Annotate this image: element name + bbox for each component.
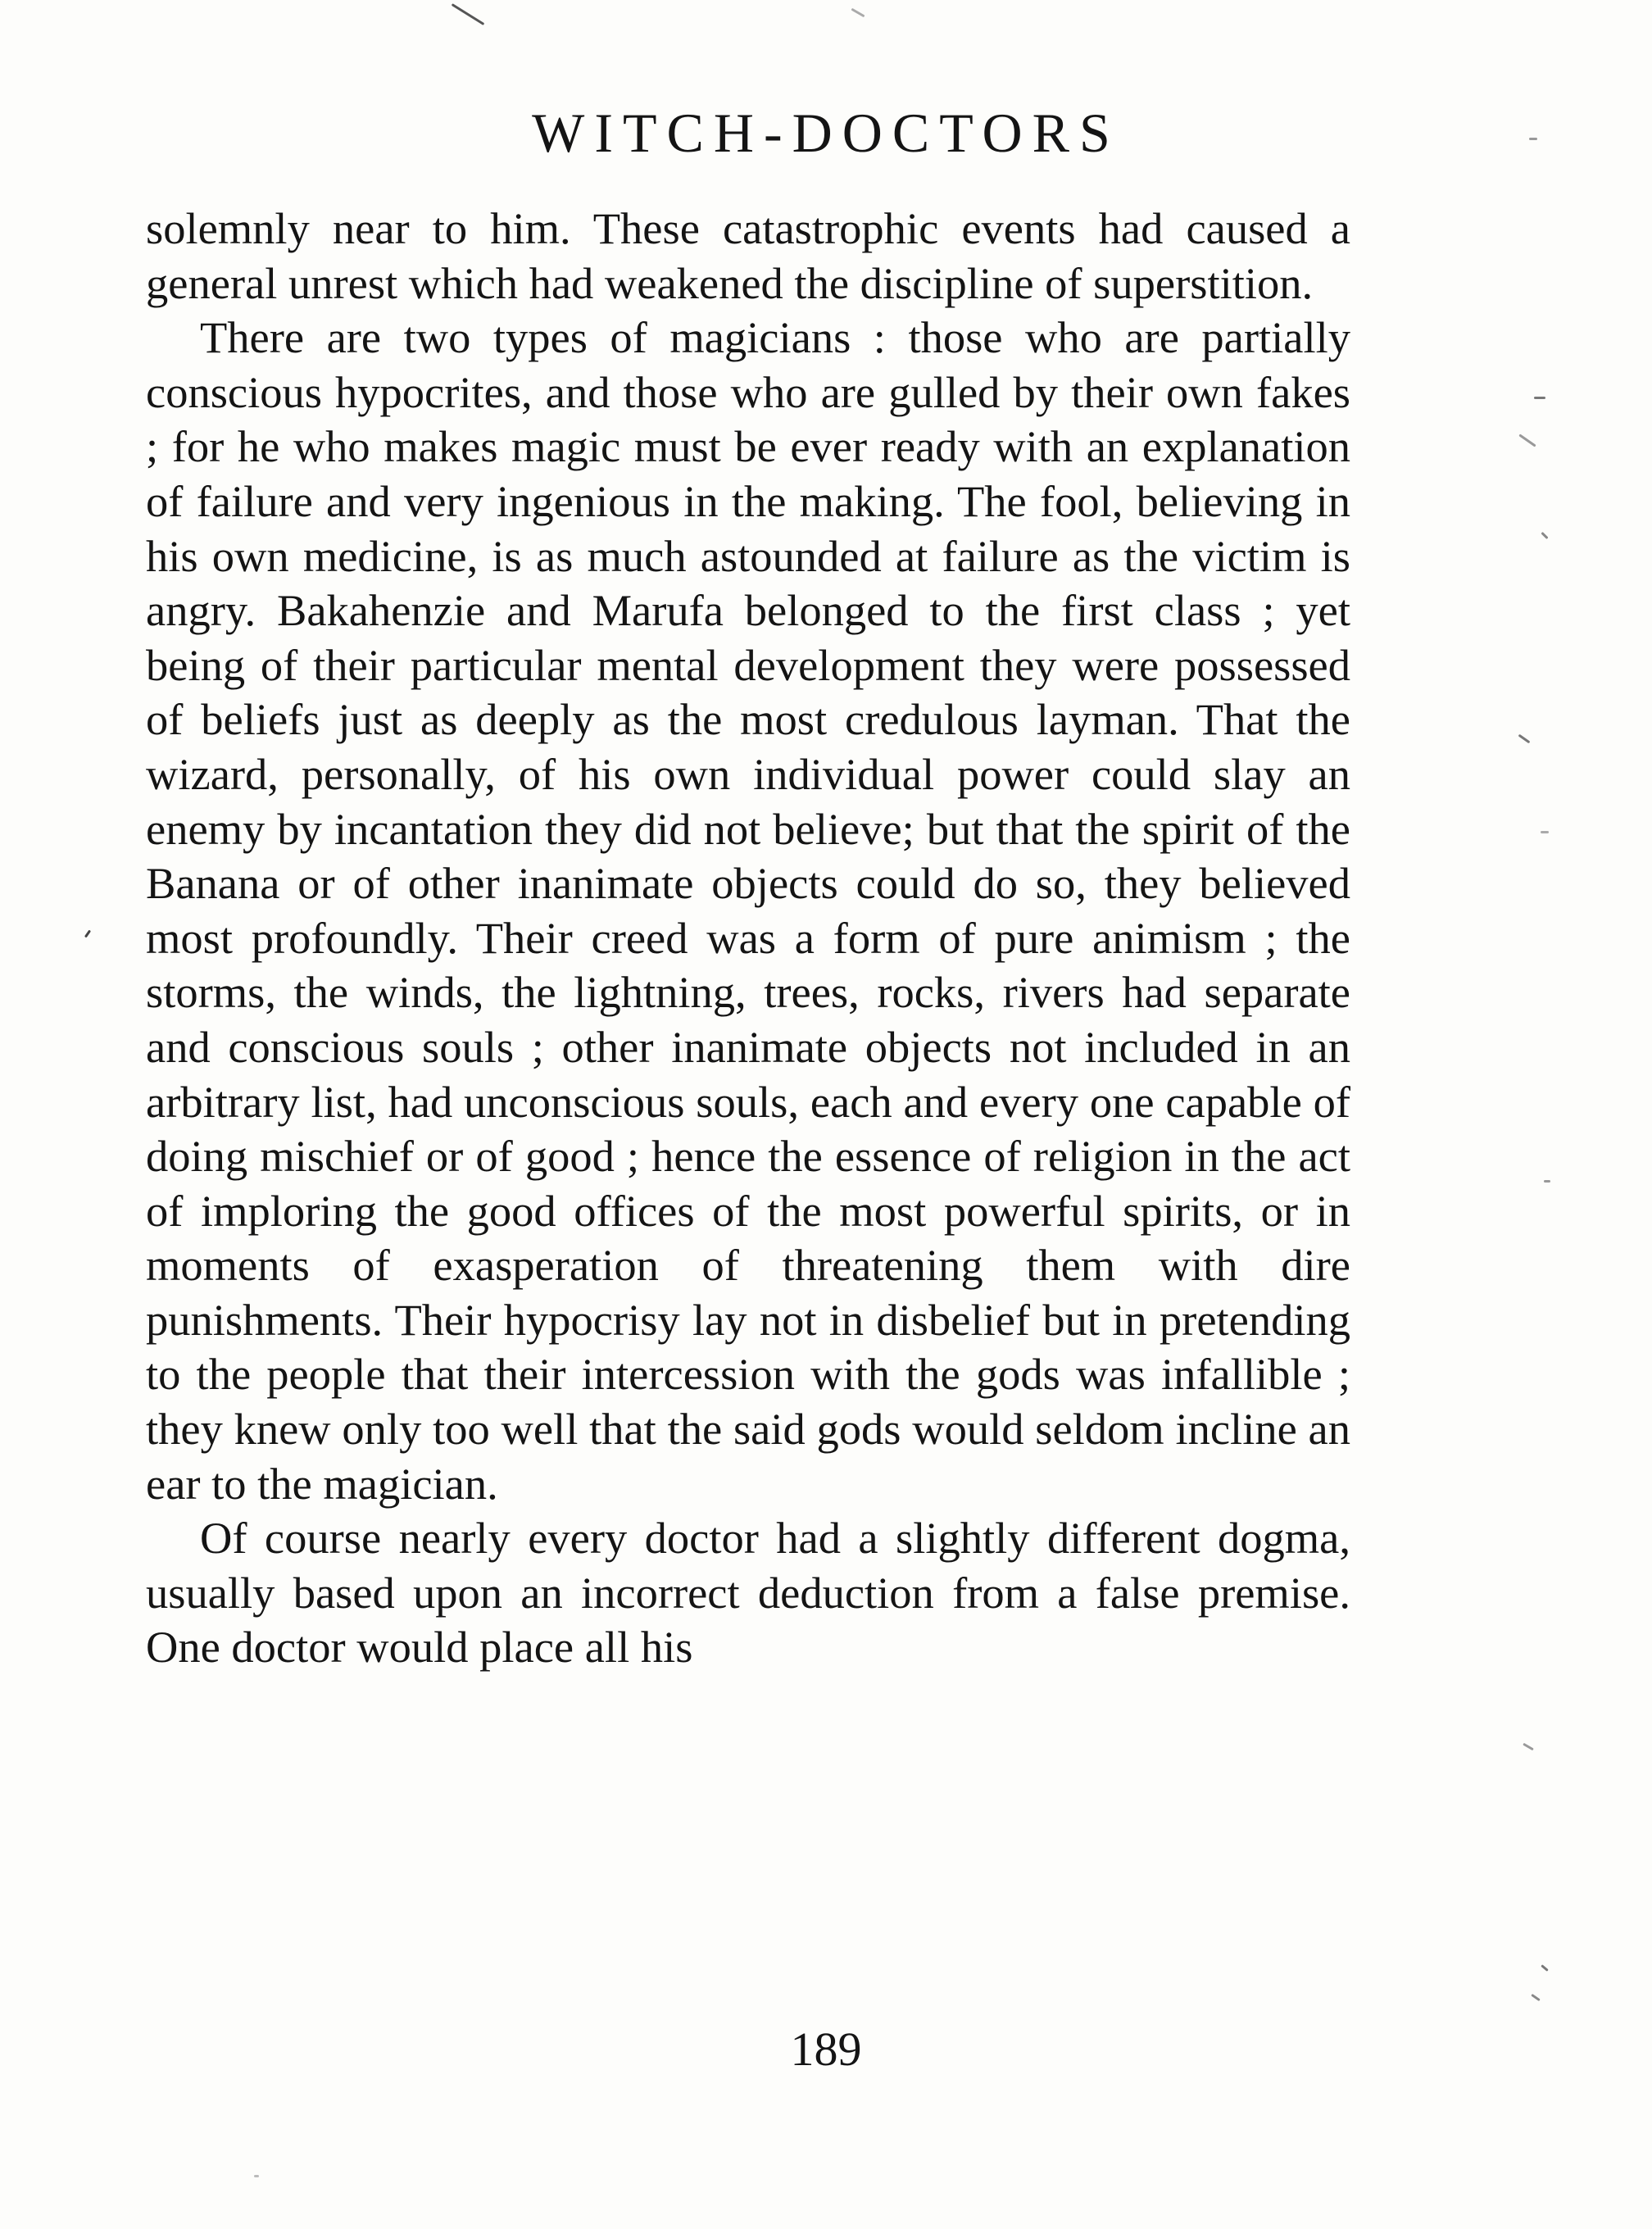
paragraph: Of course nearly every doctor had a slightly different dogma, usually based upon an incorrect deduction from a false premise. One doctor would place all his: [146, 1513, 1350, 1673]
scan-mark: [1518, 734, 1531, 744]
page-number: 189: [790, 2022, 862, 2076]
scan-mark: [1541, 532, 1548, 539]
body-text: [146, 202, 1350, 1675]
scan-mark: [851, 8, 865, 18]
paragraph: There are two types of magicians : those who are partially conscious hypocrites, and those who are gulled by their own fakes ; for he who makes magic must be ever ready with an explanation of failure and very ingenious in the making. The fool, believing in his own medicine, is as much astounded at failure as the victim is angry. Bakahenzie and Marufa belonged to the first class ; yet being of their particular mental development they were possessed of beliefs just as deeply as the most credulous layman. That the wizard, personally, of his own individual power could slay an enemy by incantation they did not believe; but that the spirit of the Banana or of other inanimate objects could do so, they believed most profoundly. Their creed was a form of pure animism ; the storms, the winds, the lightning, trees, rocks, rivers had separate and conscious souls ; other inanimate objects not included in an arbitrary list, had unconscious souls, each and every one capable of doing mischief or of good ; hence the essence of religion in the act of imploring the good offices of the most powerful spirits, or in moments of exasperation of threatening them with dire punishments. Their hypocrisy lay not in disbelief but in pretending to the people that their intercession with the gods was infallible ; they knew only too well that the said gods would seldom incline an ear to the magician.: [146, 312, 1350, 1509]
paragraph: solemnly near to him. These catastrophic events had caused a general unrest which had weakened the discipline of superstition.: [146, 203, 1350, 308]
scan-mark: [1518, 434, 1536, 447]
scan-mark: [84, 930, 91, 938]
scan-mark: [452, 3, 485, 25]
scan-mark: [1544, 1180, 1550, 1183]
scan-mark: [1541, 831, 1549, 833]
running-title: WITCH-DOCTORS: [532, 102, 1120, 164]
scan-mark: [1531, 1994, 1541, 2001]
scan-mark: [1534, 397, 1545, 399]
scan-mark: [1541, 1964, 1549, 1972]
scan-mark: [1523, 1743, 1534, 1751]
scan-mark: [254, 2175, 259, 2177]
